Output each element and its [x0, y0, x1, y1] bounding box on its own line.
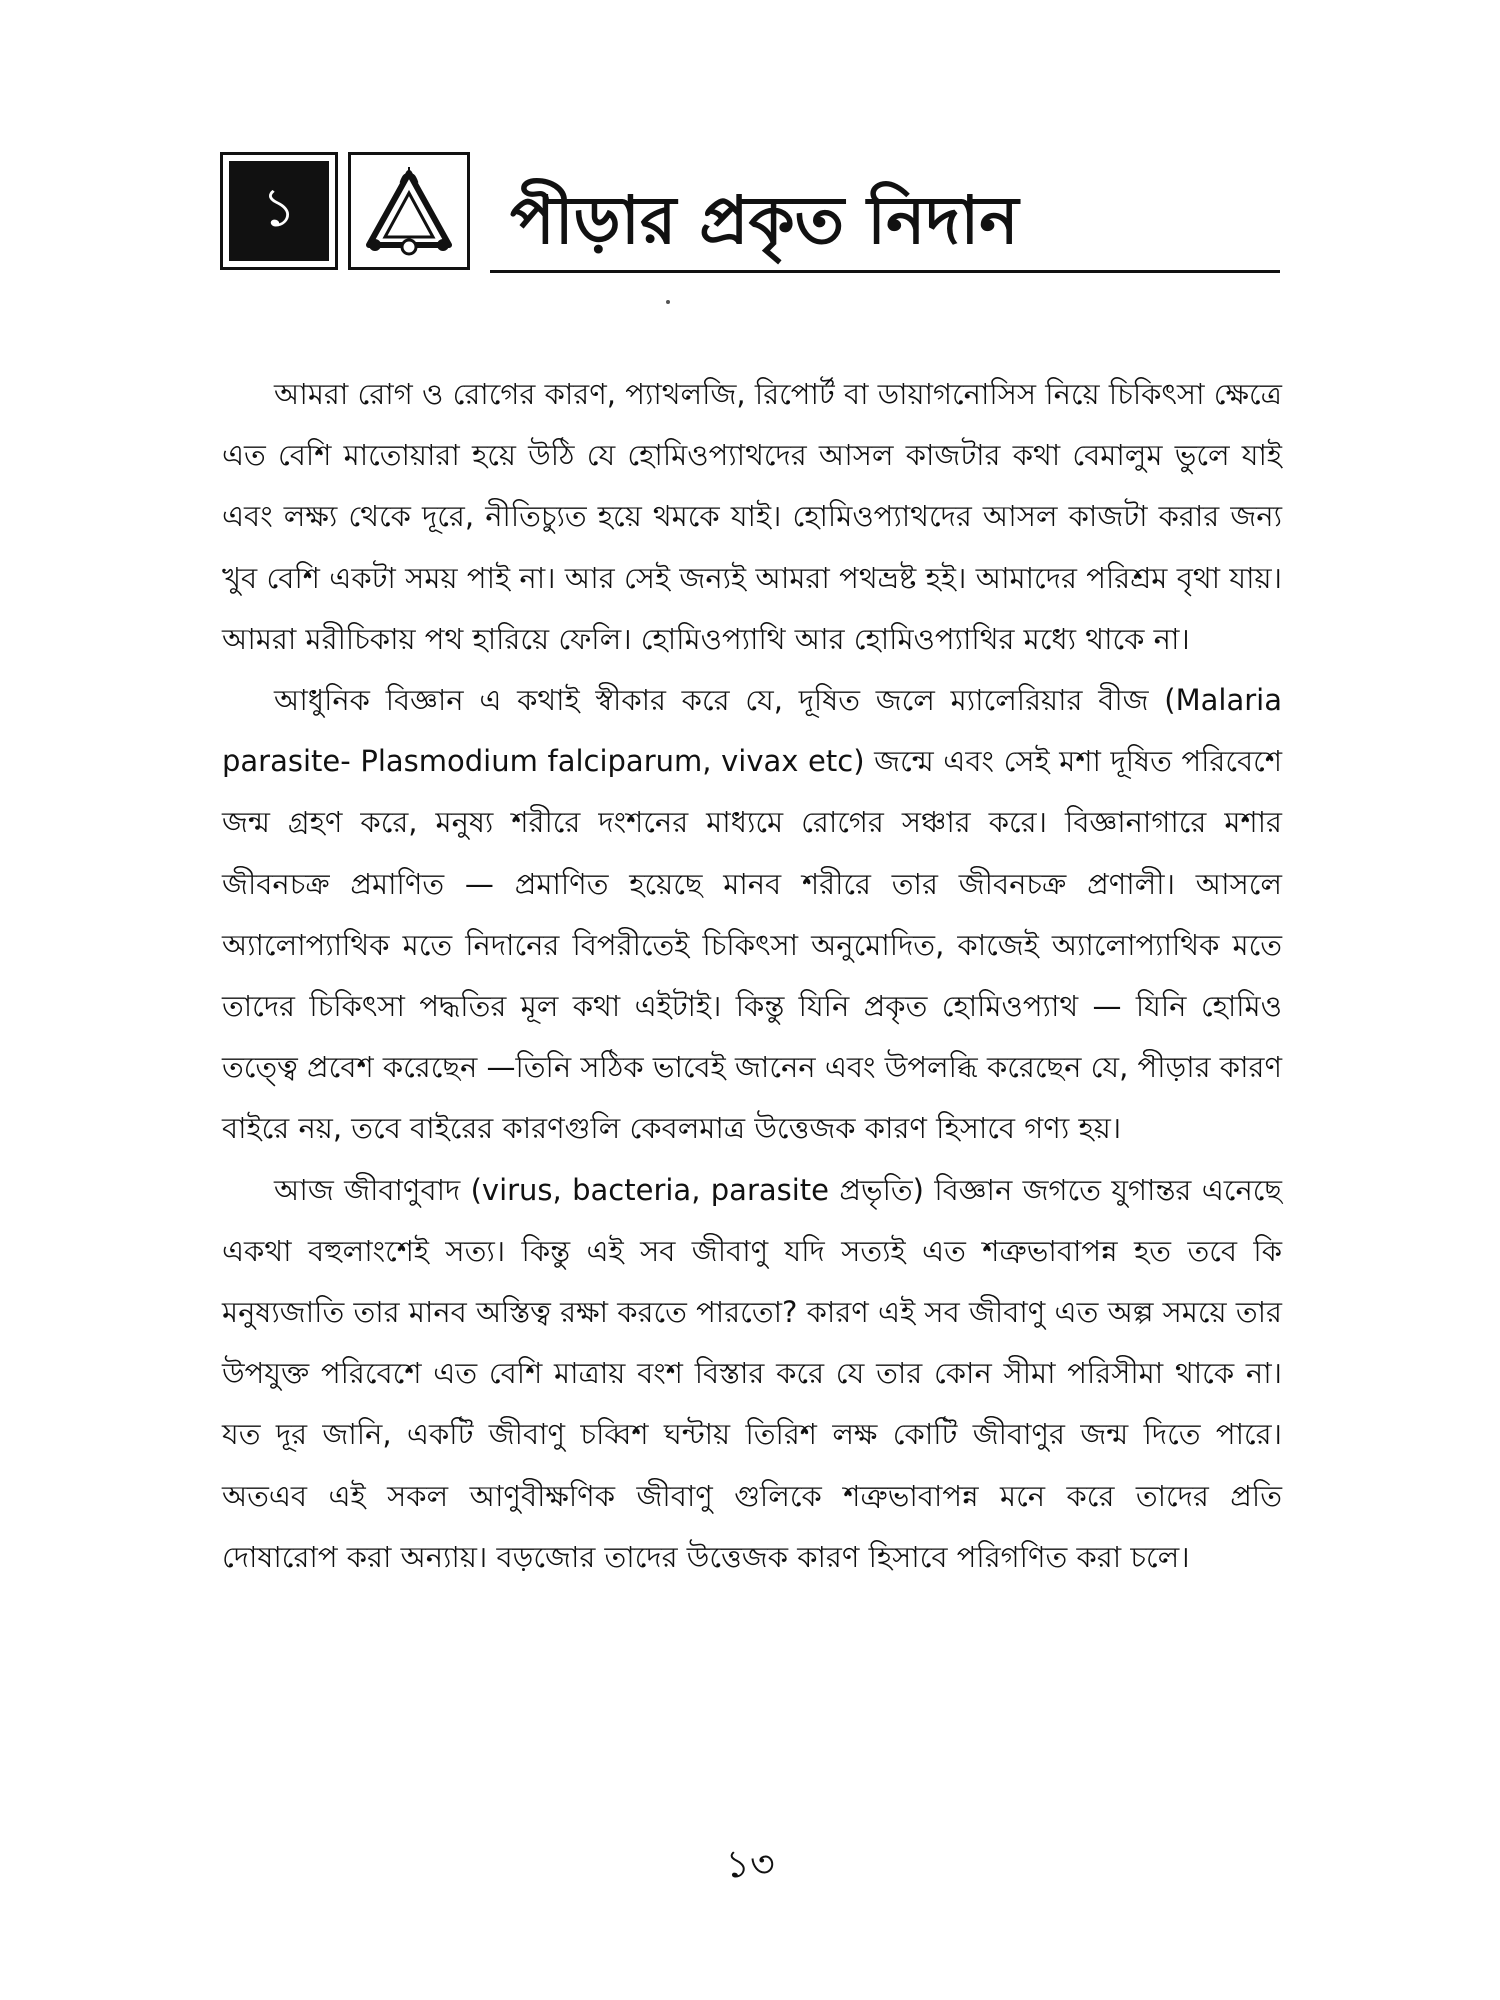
paragraph: আধুনিক বিজ্ঞান এ কথাই স্বীকার করে যে, দূষিত জলে ম্যালেরিয়ার বীজ (Malaria parasite- Plasmodium falciparum, vivax etc) জন্মে এবং সেই মশা দূষিত পরিবেশে জন্ম গ্রহণ করে, মনুষ্য শরীরে দংশনের মাধ্যমে রোগের সঞ্চার করে। বিজ্ঞানাগারে মশার জীবনচক্র প্রমাণিত — প্রমাণিত হয়েছে মানব শরীরে তার জীবনচক্র প্রণালী। আসলে অ্যালোপ্যাথিক মতে নিদানের বিপরীতেই চিকিৎসা অনুমোদিত, কাজেই অ্যালোপ্যাথিক মতে তাদের চিকিৎসা পদ্ধতির মূল কথা এইটাই। কিন্তু যিনি প্রকৃত হোমিওপ্যাথ — যিনি হোমিও তত্ত্বে প্রবেশ করেছেন —তিনি সঠিক ভাবেই জানেন এবং উপলব্ধি করেছেন যে, পীড়ার কারণ বাইরে নয়, তবে বাইরের কারণগুলি কেবলমাত্র উত্তেজক কারণ হিসাবে গণ্য হয়। [222, 683, 1282, 1146]
paragraph: আমরা রোগ ও রোগের কারণ, প্যাথলজি, রিপোর্ট বা ডায়াগনোসিস নিয়ে চিকিৎসা ক্ষেত্রে এত বেশি মাতোয়ারা হয়ে উঠি যে হোমিওপ্যাথদের আসল কাজটার কথা বেমালুম ভুলে যাই এবং লক্ষ্য থেকে দূরে, নীতিচ্যুত হয়ে থমকে যাই। হোমিওপ্যাথদের আসল কাজটা করার জন্য খুব বেশি একটা সময় পাই না। আর সেই জন্যই আমরা পথভ্রষ্ট হই। আমাদের পরিশ্রম বৃথা যায়। আমরা মরীচিকায় পথ হারিয়ে ফেলি। হোমিওপ্যাথি আর হোমিওপ্যাথির মধ্যে থাকে না। [222, 377, 1282, 656]
chapter-number-box [220, 152, 338, 270]
paragraph: আজ জীবাণুবাদ (virus, bacteria, parasite প্রভৃতি) বিজ্ঞান জগতে যুগান্তর এনেছে একথা বহুলাংশেই সত্য। কিন্তু এই সব জীবাণু যদি সত্যই এত শত্রুভাবাপন্ন হত তবে কি মনুষ্যজাতি তার মানব অস্তিত্ব রক্ষা করতে পারতো? কারণ এই সব জীবাণু এত অল্প সময়ে তার উপযুক্ত পরিবেশে এত বেশি মাত্রায় বংশ বিস্তার করে যে তার কোন সীমা পরিসীমা থাকে না। যত দূর জানি, একটি জীবাণু চব্বিশ ঘন্টায় তিরিশ লক্ষ কোটি জীবাণুর জন্ম দিতে পারে। অতএব এই সকল আণুবীক্ষণিক জীবাণু গুলিকে শত্রুভাবাপন্ন মনে করে তাদের প্রতি দোষারোপ করা অন্যায়। বড়জোর তাদের উত্তেজক কারণ হিসাবে পরিগণিত করা চলে। [222, 1172, 1282, 1574]
stray-dot [666, 300, 670, 304]
chapter-emblem [348, 152, 470, 270]
title-underline [490, 270, 1280, 273]
page-number: ১৩ [725, 1842, 775, 1886]
chapter-number: ১ [229, 161, 329, 261]
hands-triangle-emblem-icon [361, 163, 457, 259]
body-text [222, 364, 1282, 1588]
chapter-title: পীড়ার প্রকৃত নিদান [510, 182, 1019, 259]
chapter-header [220, 152, 1280, 282]
